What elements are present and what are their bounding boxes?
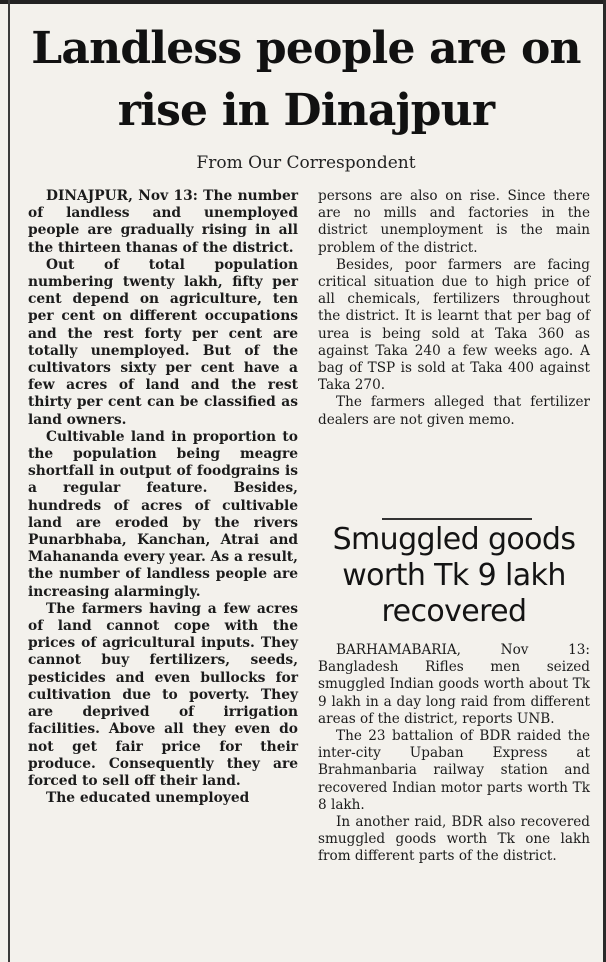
paragraph: persons are also on rise. Since there are no mills and factories in the district unemployment is the main problem of the district. [318, 188, 590, 256]
paragraph: The educated unemployed [46, 790, 250, 807]
top-border-rule [0, 0, 606, 4]
article-headline: Landless people are on rise in Dinajpur [31, 23, 581, 136]
second-article-body [318, 642, 590, 866]
left-border-rule [8, 0, 10, 962]
paragraph: DINAJPUR, Nov 13: The number of landless and unemployed people are gradually rising in all the thirteen thanas of the district. [28, 188, 298, 256]
paragraph: The farmers having a few acres of land cannot cope with the prices of agricultural inputs. They cannot buy fertilizers, seeds, pesticides and even bullocks for cultivation due to poverty. They are deprived of irrigation facilities. Above all they even do not get fair price for their produce. Consequently they are forced to sell off their land. [28, 600, 298, 789]
article-divider [382, 518, 532, 520]
article-right-column [318, 188, 590, 429]
article-left-column [28, 188, 298, 807]
paragraph: The 23 battalion of BDR raided the inter-city Upaban Express at Brahmanbaria railway station and recovered Indian motor parts worth Tk 8 lakh. [318, 728, 590, 813]
paragraph: The farmers alleged that fertilizer dealers are not given memo. [318, 394, 590, 428]
article-byline: From Our Correspondent [196, 153, 416, 173]
second-article-headline: Smuggled goods worth Tk 9 lakh recovered [332, 522, 576, 629]
paragraph: Out of total population numbering twenty lakh, fifty per cent depend on agriculture, ten per cent on different occupations and the rest forty per cent are totally unemployed. But of the cultivators sixty per cent have a few acres of land and the rest thirty per cent can be classified as land owners. [28, 256, 298, 428]
paragraph: Besides, poor farmers are facing critical situation due to high price of all chemicals, fertilizers throughout the district. It is learnt that per bag of urea is being sold at Taka 360 as against Taka 240 a few weeks ago. A bag of TSP is sold at Taka 400 against Taka 270. [318, 256, 590, 394]
paragraph: BARHAMABARIA, Nov 13: Bangladesh Rifles men seized smuggled Indian goods worth about Tk 9 lakh in a day long raid from different areas of the district, reports UNB. [318, 642, 590, 727]
paragraph: Cultivable land in proportion to the population being meagre shortfall in output of foodgrains is a regular feature. Besides, hundreds of acres of cultivable land are eroded by the rivers Punarbhaba, Kanchan, Atrai and Mahananda every year. As a result, the number of landless people are increasing alarmingly. [28, 428, 298, 600]
paragraph: In another raid, BDR also recovered smuggled goods worth Tk one lakh from different parts of the district. [318, 814, 590, 865]
